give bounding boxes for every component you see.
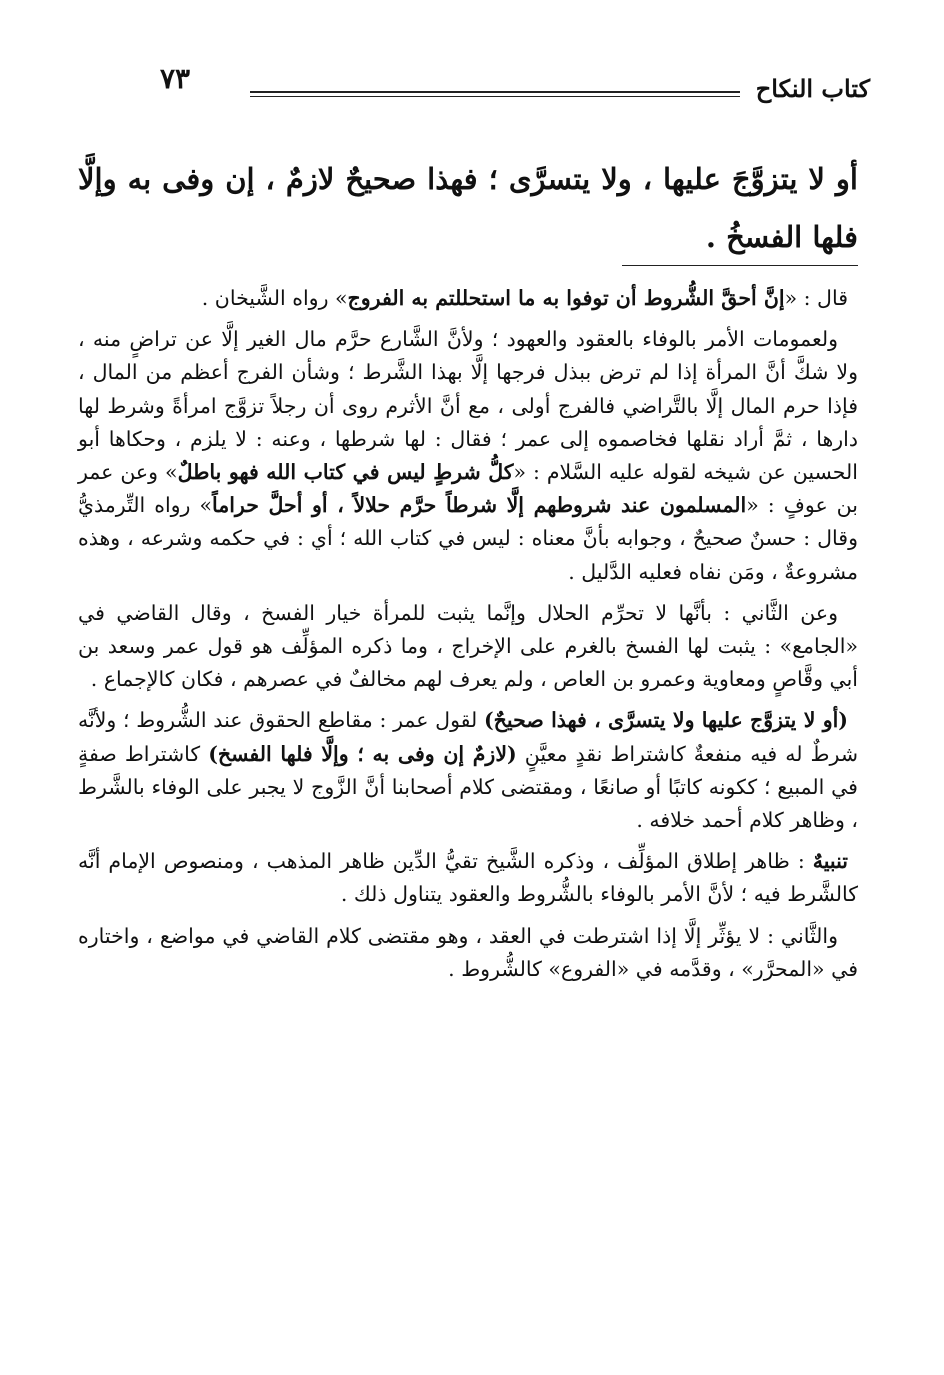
- commentary-paragraph-1: [78, 282, 858, 315]
- note-label: تنبيهٌ: [812, 849, 848, 874]
- hadith-quote: المسلمون عند شروطهم إلَّا شرطاً حرَّم حلالاً ، أو أحلَّ حراماً: [212, 493, 747, 518]
- page-number: ٧٣: [160, 62, 191, 95]
- commentary-paragraph-6: [78, 920, 858, 986]
- p2-part1: ولعمومات الأمر بالوفاء بالعقود والعهود ؛ ولأنَّ الشَّارع حرَّم مال الغير إلَّا عن تراضٍ منه ، ولا شكَّ أنَّ المرأة إذا لم ترض ببذل فرجها إلَّا بهذا الشَّرط ؛ وشأن الفرج أعظم من المال ، فإذا حرم المال إلَّا بالتَّراضي فالفرج أولى ، مع أنَّ الأثرم روى أن رجلاً تزوَّج امرأةً وشرط لها دارها ، ثمَّ أراد نقلها فخاصموه إلى عمر ؛ فقال : لها شرطها ، وعنه : لا يلزم ، وحكاها أبو الحسين عن شيخه لقوله عليه السَّلام : «: [78, 327, 858, 485]
- commentary-paragraph-4: [78, 704, 858, 837]
- p4-part1: لقول عمر : مقاطع الحقوق عند الشُّروط ؛ ولأنَّه شرطٌ له فيه منفعةٌ كاشتراط نقدٍ معيَّنٍ: [78, 708, 858, 766]
- main-text: [78, 150, 858, 266]
- commentary-paragraph-3: [78, 597, 858, 697]
- header-rule: [250, 91, 740, 93]
- p6-text: والثَّاني : لا يؤثِّر إلَّا إذا اشترطت في العقد ، وهو مقتضى كلام القاضي في مواضع ، واختاره في «المحرَّر» ، وقدَّمه في «الفروع» كالشُّروط .: [78, 923, 858, 981]
- p5-text: : ظاهر إطلاق المؤلِّف ، وذكره الشَّيخ تقيُّ الدِّين ظاهر المذهب ، ومنصوص الإمام أنَّه كالشَّرط فيه ؛ لأنَّ الأمر بالوفاء بالشُّروط والعقود يتناول ذلك .: [78, 849, 858, 907]
- commentary-separator: [622, 265, 858, 266]
- header-rule-thin: [250, 96, 740, 97]
- main-text-body: أو لا يتزوَّجَ عليها ، ولا يتسرَّى ؛ فهذا صحيحٌ لازمٌ ، إن وفى به وإلَّا فلها الفسخُ .: [78, 162, 858, 254]
- commentary-paragraph-5: [78, 845, 858, 911]
- matn-quote: (لازمٌ إن وفى به ؛ وإلَّا فلها الفسخ): [208, 741, 517, 766]
- commentary: [78, 282, 858, 994]
- page-header: [140, 60, 880, 103]
- p1-tail: » رواه الشَّيخان .: [201, 286, 348, 310]
- p2-part3: » رواه التِّرمذيُّ وقال : حسنٌ صحيحٌ ، وجوابه بأنَّ معناه : ليس في كتاب الله ؛ أي : في حكمه وشرعه ، وهذه مشروعةٌ ، ومَن نفاه فعليه الدَّليل .: [78, 493, 858, 584]
- p2-part2: » وعن عمر بن عوفٍ : «: [78, 460, 858, 518]
- p4-part2: كاشتراط صفةٍ في المبيع ؛ ككونه كاتبًا أو صانعًا ، ومقتضى كلام أصحابنا أنَّ الزَّوج لا يجبر على الوفاء بالشَّرط ، وظاهر كلام أحمد خلافه .: [78, 741, 858, 833]
- matn-quote: (أو لا يتزوَّج عليها ولا يتسرَّى ، فهذا صحيحٌ): [483, 708, 849, 733]
- hadith-quote: إنَّ أحقَّ الشُّروط أن توفوا به ما استحللتم به الفروج: [347, 286, 785, 310]
- p1-lead: قال : «: [784, 286, 848, 310]
- p3-text: وعن الثَّاني : بأنَّها لا تحرِّم الحلال وإنَّما يثبت للمرأة خيار الفسخ ، وقال القاضي في «الجامع» : يثبت لها الفسخ بالغرم على الإخراج ، وما ذكره المؤلِّف هو قول عمر وسعد بن أبي وقَّاصٍ ومعاوية وعمرو بن العاص ، ولم يعرف لهم مخالفٌ في عصرهم ، فكان كالإجماع .: [78, 600, 858, 692]
- running-title: كتاب النكاح: [755, 74, 870, 103]
- commentary-paragraph-2: [78, 323, 858, 589]
- hadith-quote: كلُّ شرطٍ ليس في كتاب الله فهو باطلٌ: [177, 460, 514, 485]
